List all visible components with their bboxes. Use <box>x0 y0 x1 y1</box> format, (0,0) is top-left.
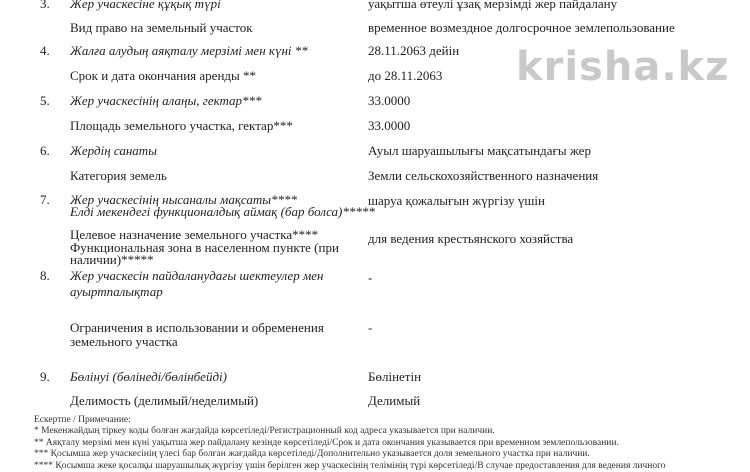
field-value-kk: Ауыл шаруашылығы мақсатындағы жер <box>368 143 591 158</box>
field-label-kk: Жер учаскесінің нысаналы мақсаты**** <box>70 192 298 207</box>
field-value-ru: - <box>368 320 373 335</box>
field-value-ru: Земли сельскохозяйственного назначения <box>368 168 599 183</box>
row-number: 4. <box>40 43 50 58</box>
field-label-ru: Целевое назначение земельного участка**** <box>70 227 319 242</box>
field-value-ru: до 28.11.2063 <box>368 68 443 83</box>
note-line: *** Қосымша жер учаскесінің үлесі бар болған жағдайда көрсетіледі/Дополнительно указывается доля земельного участка при наличии. <box>34 449 590 459</box>
field-label-ru: Срок и дата окончания аренды ** <box>70 68 257 83</box>
field-label-ru: наличии)***** <box>70 252 154 267</box>
row-number: 5. <box>40 93 50 108</box>
field-label-kk: Жалға алудың аяқталу мерзімі мен күні ** <box>70 43 308 58</box>
field-label-kk: Бөлінуі (бөлінеді/бөлінбейді) <box>70 369 227 384</box>
field-label-ru: земельного участка <box>70 334 178 349</box>
field-label-ru: Делимость (делимый/неделимый) <box>70 393 259 408</box>
row-number: 7. <box>40 192 50 207</box>
field-value-kk: 33.0000 <box>368 93 411 108</box>
field-label-kk: ауыртпалықтар <box>70 284 163 299</box>
field-label-ru: Категория земель <box>70 168 167 183</box>
field-value-ru: 33.0000 <box>368 118 411 133</box>
field-value-kk: уақытша өтеулі ұзақ мерзімді жер пайдалану <box>368 0 618 11</box>
field-label-kk: Жер учаскесін пайдаланудағы шектеулер мен <box>70 268 324 283</box>
field-value-kk: - <box>368 270 373 285</box>
watermark: krisha.kz <box>516 44 730 90</box>
row-number: 8. <box>40 268 50 283</box>
field-value-kk: 28.11.2063 дейін <box>368 43 460 58</box>
field-label-kk: Жердің санаты <box>70 143 157 158</box>
field-label-ru: Функциональная зона в населенном пункте (при <box>70 240 339 255</box>
note-line: **** Қосымша жеке қосалқы шаруашылық жүргізу үшін берілген жер учаскесінің телімінің түрі көрсетіледі/В случае предоставления для ведения личного <box>34 461 666 471</box>
field-label-kk: Жер учаскесінің алаңы, гектар*** <box>70 93 262 108</box>
field-value-ru: для ведения крестьянского хозяйства <box>368 231 574 246</box>
row-number: 3. <box>40 0 50 11</box>
field-label-ru: Ограничения в использовании и обременения <box>70 320 324 335</box>
field-label-ru: Вид право на земельный участок <box>70 20 253 35</box>
field-value-ru: Делимый <box>368 393 421 408</box>
field-label-kk: Елді мекендегі функционалдық аймақ (бар болса)***** <box>70 204 375 219</box>
field-label-ru: Площадь земельного участка, гектар*** <box>70 118 293 133</box>
note-line: * Мекенжайдың тіркеу коды болған жағдайда көрсетіледі/Регистрационный код адреса указывается при наличии. <box>34 426 495 436</box>
field-value-kk: Бөлінетін <box>368 369 422 384</box>
field-label-kk: Жер учаскесіне құқық түрі <box>70 0 221 11</box>
note-line: ** Аяқталу мерзімі мен күні уақытша жер пайдалану кезінде көрсетіледі/Срок и дата окончания указывается при временном землепользовании. <box>34 438 619 448</box>
field-value-kk: шаруа қожалығын жүргізу үшін <box>368 193 545 208</box>
row-number: 6. <box>40 143 50 158</box>
notes-title: Ескертпе / Примечание: <box>34 415 131 425</box>
field-value-ru: временное возмездное долгосрочное землепользование <box>368 20 675 35</box>
row-number: 9. <box>40 369 50 384</box>
